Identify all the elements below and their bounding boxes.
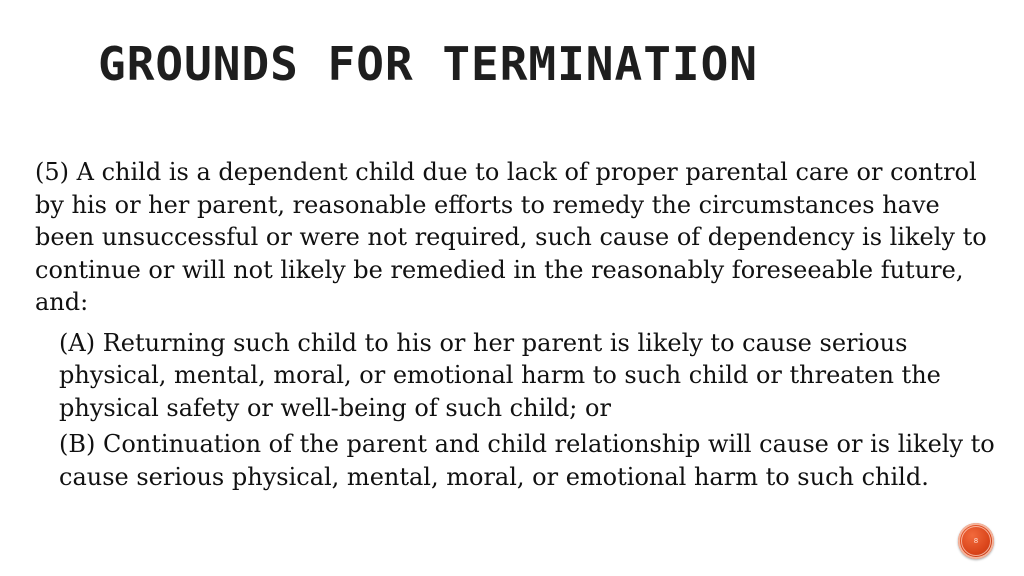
slide-title: GROUNDS FOR TERMINATION (98, 37, 758, 91)
slide-number-ring (961, 526, 991, 556)
slide-number-button[interactable] (958, 523, 994, 559)
slide-body (35, 156, 1000, 493)
subitem-a: (A) Returning such child to his or her parent is likely to cause serious physical, mental, moral, or emotional harm to such child or threaten the physical safety or well-being of such child; or (59, 328, 941, 422)
subitem-b: (B) Continuation of the parent and child relationship will cause or is likely to cause serious physical, mental, moral, or emotional harm to such child. (59, 430, 995, 491)
slide-number: 8 (973, 536, 979, 545)
main-paragraph: (5) A child is a dependent child due to lack of proper parental care or control by his or her parent, reasonable efforts to remedy the circumstances have been unsuccessful or were not required, such cause of dependency is likely to continue or will not likely be remedied in the reasonably foreseeable future, and: (35, 158, 987, 316)
